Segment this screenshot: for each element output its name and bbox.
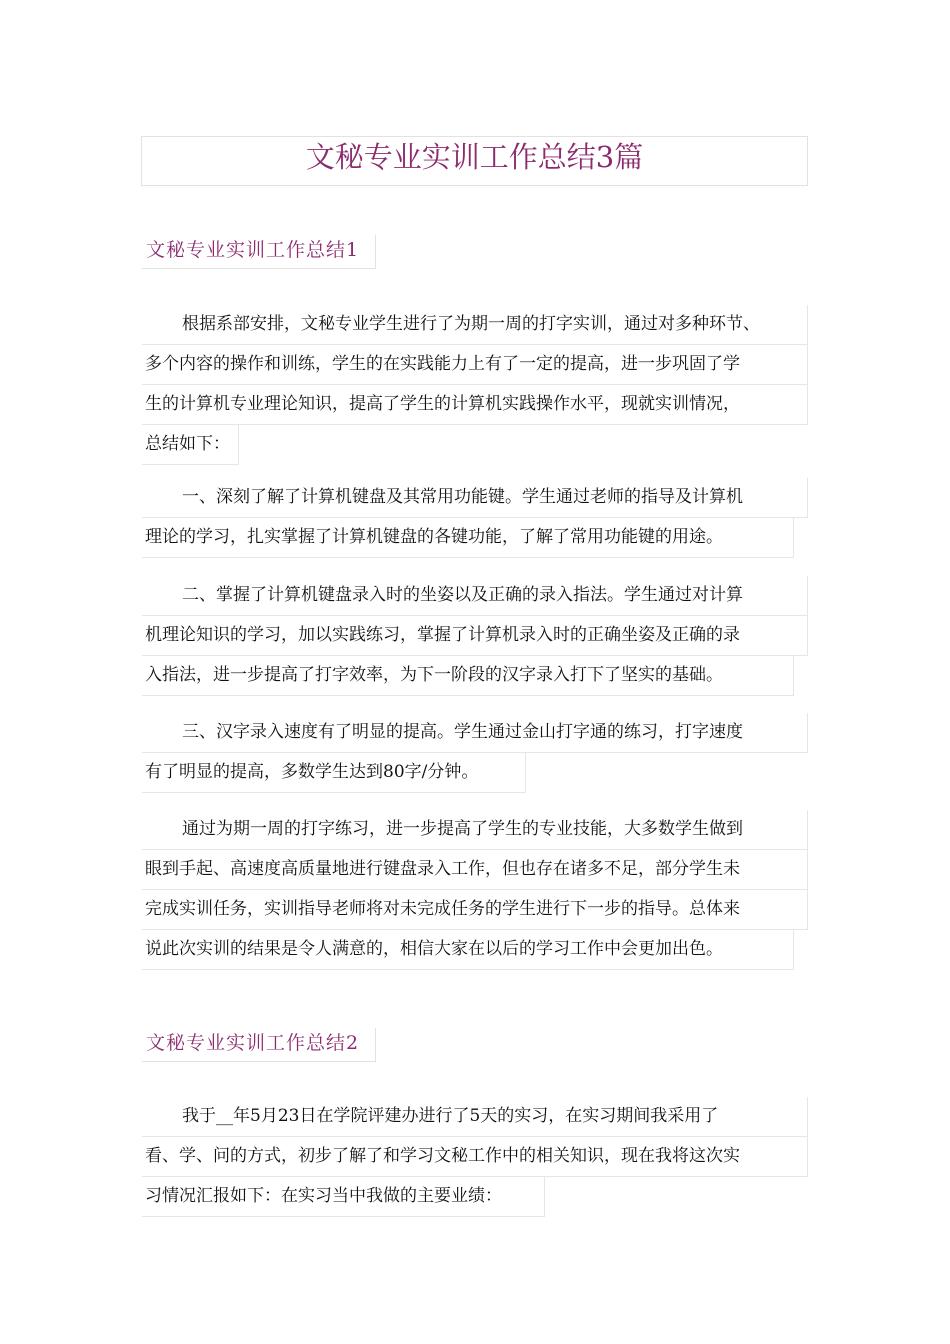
section-heading-1: 文秘专业实训工作总结1 [142,235,376,269]
paragraph-line: 有了明显的提高，多数学生达到80字/分钟。 [142,753,526,793]
paragraph-line: 二、掌握了计算机键盘录入时的坐姿以及正确的录入指法。学生通过对计算 [142,576,808,616]
paragraph-line: 理论的学习，扎实掌握了计算机键盘的各键功能，了解了常用功能键的用途。 [142,518,794,558]
paragraph-1-5 [142,810,808,974]
paragraph-1-1 [142,305,808,469]
paragraph-line: 三、汉字录入速度有了明显的提高。学生通过金山打字通的练习，打字速度 [142,713,808,753]
paragraph-line: 总结如下： [142,425,239,465]
paragraph-1-2 [142,478,808,562]
paragraph-line: 入指法，进一步提高了打字效率，为下一阶段的汉字录入打下了坚实的基础。 [142,656,794,696]
paragraph-line: 看、学、问的方式，初步了解了和学习文秘工作中的相关知识，现在我将这次实 [142,1137,808,1177]
section-heading-2: 文秘专业实训工作总结2 [142,1028,376,1062]
paragraph-line: 机理论知识的学习，加以实践练习，掌握了计算机录入时的正确坐姿及正确的录 [142,616,808,656]
paragraph-1-3 [142,576,808,700]
paragraph-1-4 [142,713,808,797]
paragraph-line: 习情况汇报如下：在实习当中我做的主要业绩： [142,1177,545,1217]
paragraph-line: 我于__年5月23日在学院评建办进行了5天的实习，在实习期间我采用了 [142,1097,808,1137]
paragraph-2-1 [142,1097,808,1221]
paragraph-line: 说此次实训的结果是令人满意的，相信大家在以后的学习工作中会更加出色。 [142,930,794,970]
paragraph-line: 根据系部安排，文秘专业学生进行了为期一周的打字实训，通过对多种环节、 [142,305,808,345]
paragraph-line: 一、深刻了解了计算机键盘及其常用功能键。学生通过老师的指导及计算机 [142,478,808,518]
paragraph-line: 眼到手起、高速度高质量地进行键盘录入工作，但也存在诸多不足，部分学生未 [142,850,808,890]
paragraph-line: 完成实训任务，实训指导老师将对未完成任务的学生进行下一步的指导。总体来 [142,890,808,930]
paragraph-line: 通过为期一周的打字练习，进一步提高了学生的专业技能，大多数学生做到 [142,810,808,850]
paragraph-line: 生的计算机专业理论知识，提高了学生的计算机实践操作水平，现就实训情况， [142,385,808,425]
paragraph-line: 多个内容的操作和训练，学生的在实践能力上有了一定的提高，进一步巩固了学 [142,345,808,385]
document-title: 文秘专业实训工作总结3篇 [141,136,808,186]
